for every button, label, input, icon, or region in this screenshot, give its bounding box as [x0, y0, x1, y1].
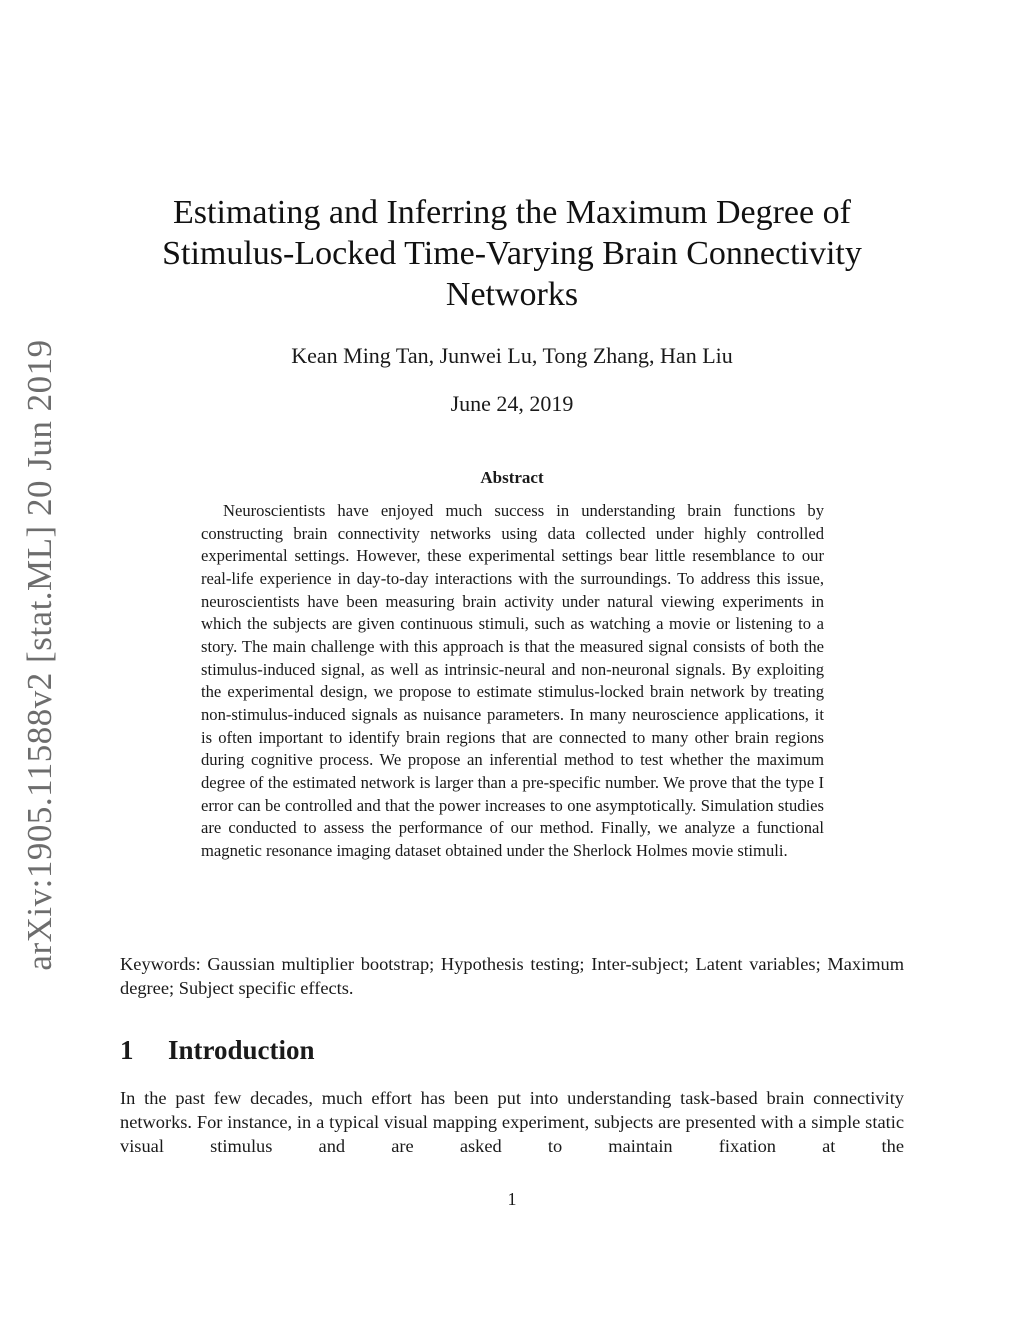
section-heading [120, 1032, 904, 1068]
abstract-heading: Abstract [480, 468, 544, 487]
page-number: 1 [507, 1189, 517, 1209]
section-number: 1 [120, 1035, 134, 1065]
arxiv-identifier-stamp[interactable]: arXiv:1905.11588v2 [stat.ML] 20 Jun 2019 [20, 339, 59, 971]
keywords-text: Keywords: Gaussian multiplier bootstrap; Hypothesis testing; Inter-subject; Latent variables; Maximum degree; Subject specific effects. [120, 954, 904, 998]
section-title: Introduction [168, 1035, 315, 1065]
paper-title: Estimating and Inferring the Maximum Degree of Stimulus-Locked Time-Varying Brain Connectivity Networks [162, 194, 862, 313]
paper-date: June 24, 2019 [450, 391, 574, 416]
introduction-text: In the past few decades, much effort has been put into understanding task-based brain connectivity networks. For instance, in a typical visual mapping experiment, subjects are presented with a simple static visual stimulus and are asked to maintain fixation at the [120, 1088, 904, 1156]
abstract-text: Neuroscientists have enjoyed much success in understanding brain functions by constructing brain connectivity networks using data collected under highly controlled experimental settings. However, these experimental settings bear little resemblance to our real-life experience in day-to-day interactions with the surroundings. To address this issue, neuroscientists have been measuring brain activity under natural viewing experiments in which the subjects are given continuous stimuli, such as watching a movie or listening to a story. The main challenge with this approach is that the measured signal consists of both the stimulus-induced signal, as well as intrinsic-neural and non-neuronal signals. By exploiting the experimental design, we propose to estimate stimulus-locked brain network by treating non-stimulus-induced signals as nuisance parameters. In many neuroscience applications, it is often important to identify brain regions that are connected to many other brain regions during cognitive process. We propose an inferential method to test whether the maximum degree of the estimated network is larger than a pre-specific number. We prove that the type I error can be controlled and that the power increases to one asymptotically. Simulation studies are conducted to assess the performance of our method. Finally, we analyze a functional magnetic resonance imaging dataset obtained under the Sherlock Holmes movie stimuli. [201, 501, 824, 860]
paper-authors: Kean Ming Tan, Junwei Lu, Tong Zhang, Han Liu [291, 343, 733, 368]
